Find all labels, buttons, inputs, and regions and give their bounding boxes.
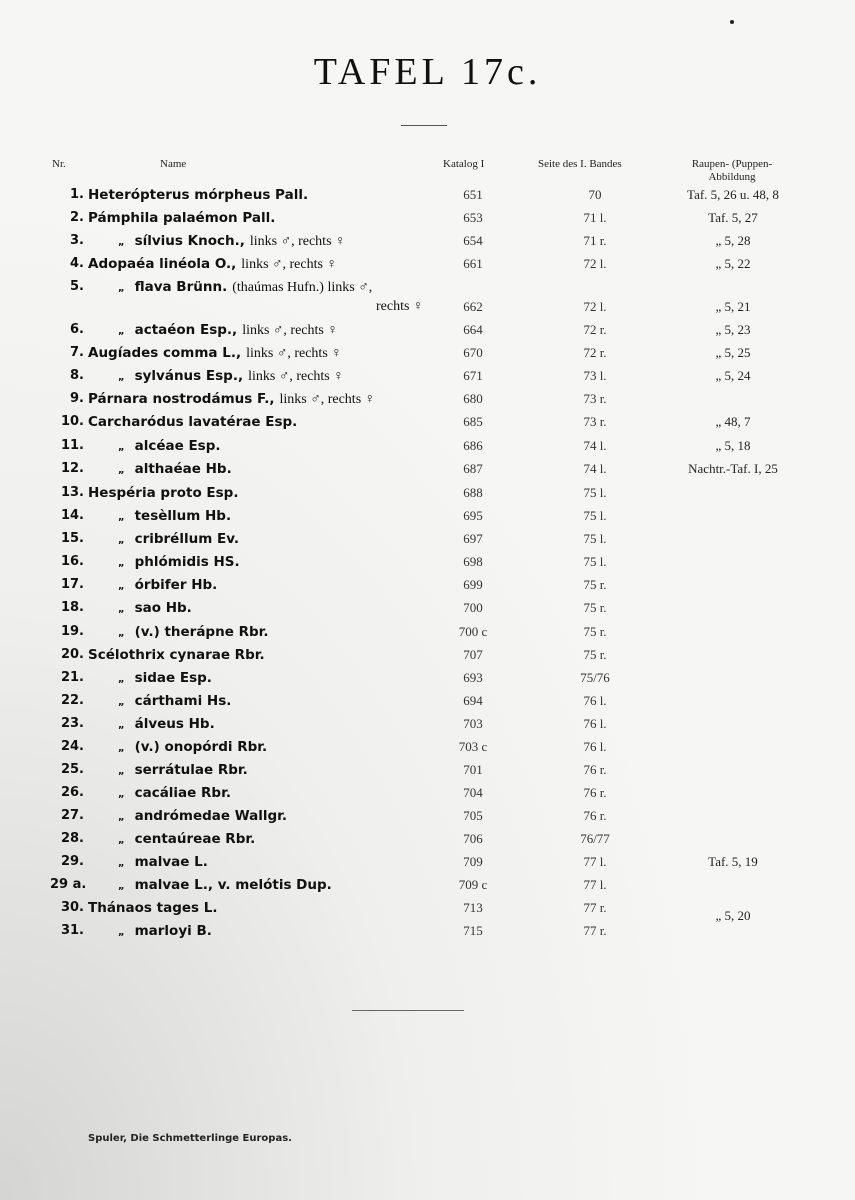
katalog-number: 704	[463, 785, 483, 800]
specimen-note: links ♂, rechts ♀	[248, 369, 344, 384]
row-number: 4.	[70, 256, 84, 271]
katalog-number: 706	[463, 831, 483, 846]
species-name-text: althaéae Hb.	[134, 461, 232, 477]
katalog-number: 709	[463, 854, 483, 869]
ditto-mark: „	[118, 835, 125, 846]
page-reference: 75 l.	[583, 554, 607, 569]
row-number: 8.	[70, 368, 84, 383]
species-name	[88, 210, 275, 226]
katalog-number: 651	[463, 187, 483, 202]
row-number: 24.	[60, 739, 84, 754]
ditto-mark: „	[118, 535, 125, 546]
katalog-number: 701	[463, 762, 483, 777]
ditto-mark: „	[118, 789, 125, 800]
ditto-mark: „	[118, 442, 125, 453]
species-name-text: alcéae Esp.	[134, 438, 221, 454]
katalog-number: 709 c	[458, 877, 488, 892]
table-row	[0, 322, 855, 345]
page-reference: 72 l.	[583, 256, 607, 271]
illustration-reference: Nachtr.-Taf. I, 25	[688, 461, 778, 476]
species-name-text: (v.) therápne Rbr.	[134, 624, 269, 640]
ditto-mark: „	[118, 628, 125, 639]
katalog-number: 662	[463, 299, 483, 314]
ditto-mark: „	[118, 927, 125, 938]
table-row	[0, 414, 855, 437]
species-name-text: sylvánus Esp.,	[134, 368, 244, 384]
species-name-text: cacáliae Rbr.	[134, 785, 231, 801]
row-number: 16.	[60, 554, 84, 569]
katalog-number: 703 c	[458, 739, 488, 754]
table-row	[0, 624, 855, 647]
table-row	[0, 461, 855, 484]
species-name	[88, 345, 342, 362]
katalog-number: 700 c	[458, 624, 488, 639]
species-name-text: Pámphila palaémon Pall.	[88, 210, 276, 226]
header-abbildung-line2: Abbildung	[708, 171, 756, 183]
species-name	[118, 279, 372, 296]
row-number: 12.	[60, 461, 84, 476]
row-number: 10.	[60, 414, 84, 429]
species-name-text: actaéon Esp.,	[134, 322, 238, 338]
katalog-number: 694	[463, 693, 483, 708]
row-number: 29 a.	[50, 877, 87, 892]
katalog-number: 670	[463, 345, 483, 360]
katalog-number: 695	[463, 508, 483, 523]
species-name	[118, 624, 268, 640]
katalog-number: 671	[463, 368, 483, 383]
row-number: 31.	[60, 923, 84, 938]
page-reference: 77 l.	[583, 877, 607, 892]
page-reference: 76 l.	[583, 693, 607, 708]
page-reference: 75 l.	[583, 508, 607, 523]
page-reference: 73 l.	[583, 368, 607, 383]
species-name-text: phlómidis HS.	[134, 554, 240, 570]
page-reference: 73 r.	[583, 414, 607, 429]
species-name-text: sao Hb.	[134, 600, 192, 616]
illustration-reference: „ 5, 24	[715, 368, 751, 383]
page-reference: 76 r.	[583, 762, 607, 777]
row-number: 9.	[70, 391, 84, 406]
table-row	[0, 256, 855, 279]
ditto-mark: „	[118, 743, 125, 754]
row-number: 26.	[60, 785, 84, 800]
row-number: 2.	[70, 210, 84, 225]
page-reference: 76 l.	[583, 716, 607, 731]
katalog-number: 653	[463, 210, 483, 225]
species-name-text: cribréllum Ev.	[134, 531, 240, 547]
species-name	[118, 368, 344, 385]
species-name-text: andrómedae Wallgr.	[134, 808, 288, 824]
page-reference: 77 l.	[583, 854, 607, 869]
species-name	[118, 554, 240, 570]
page-reference: 76/77	[580, 831, 610, 846]
page-reference: 75/76	[580, 670, 610, 685]
species-name	[118, 322, 338, 339]
row-number: 28.	[60, 831, 84, 846]
species-name-text: (v.) onopórdi Rbr.	[134, 739, 268, 755]
page-reference: 75 l.	[583, 531, 607, 546]
species-name	[118, 762, 248, 778]
row-number: 13.	[60, 485, 84, 500]
title-divider	[401, 125, 447, 126]
species-name	[118, 693, 231, 709]
row-number: 19.	[60, 624, 84, 639]
row-number: 6.	[70, 322, 84, 337]
table-row	[0, 554, 855, 577]
species-name-text: álveus Hb.	[134, 716, 215, 732]
species-name-text: Párnara nostrodámus F.,	[88, 391, 275, 407]
species-name	[118, 670, 212, 686]
table-row	[0, 647, 855, 670]
row-number: 14.	[60, 508, 84, 523]
katalog-number: 693	[463, 670, 483, 685]
species-name	[118, 577, 217, 593]
ditto-mark: „	[118, 237, 125, 248]
species-name	[118, 808, 287, 824]
ditto-mark: „	[118, 465, 125, 476]
species-name-text: Thánaos tages L.	[88, 900, 218, 916]
illustration-reference: „ 48, 7	[715, 414, 751, 429]
page-reference: 71 l.	[583, 210, 607, 225]
ditto-mark: „	[118, 720, 125, 731]
page-reference: 77 r.	[583, 923, 607, 938]
species-name	[118, 438, 221, 454]
ditto-mark: „	[118, 581, 125, 592]
illustration-reference: „ 5, 22	[715, 256, 751, 271]
species-name-text: flava Brünn.	[134, 279, 228, 295]
illustration-reference: „ 5, 28	[715, 233, 751, 248]
katalog-number: 707	[463, 647, 483, 662]
table-row	[0, 187, 855, 210]
page-reference: 76 r.	[583, 785, 607, 800]
katalog-number: 661	[463, 256, 483, 271]
katalog-number: 715	[463, 923, 483, 938]
table-row	[0, 808, 855, 831]
page-reference: 76 l.	[583, 739, 607, 754]
specimen-note: links ♂, rechts ♀	[241, 257, 337, 272]
ditto-mark: „	[118, 604, 125, 615]
species-name	[118, 716, 215, 732]
ditto-mark: „	[118, 512, 125, 523]
ditto-mark: „	[118, 881, 125, 892]
table-row	[0, 345, 855, 368]
species-name-text: sílvius Knoch.,	[134, 233, 245, 249]
table-row	[0, 716, 855, 739]
species-name	[88, 647, 265, 663]
row-number: 30.	[60, 900, 84, 915]
species-name-text: Hespéria proto Esp.	[88, 485, 239, 501]
page-reference: 75 r.	[583, 647, 607, 662]
header-seite: Seite des I. Bandes	[538, 158, 622, 170]
page-reference: 77 r.	[583, 900, 607, 915]
species-name	[118, 461, 232, 477]
ditto-mark: „	[118, 326, 125, 337]
page-reference: 72 l.	[583, 299, 607, 314]
table-row	[0, 438, 855, 461]
page-reference: 76 r.	[583, 808, 607, 823]
ditto-mark: „	[118, 372, 125, 383]
specimen-note: links ♂, rechts ♀	[249, 234, 346, 249]
page-reference: 73 r.	[583, 391, 607, 406]
katalog-number: 687	[463, 461, 483, 476]
header-katalog: Katalog I	[443, 158, 485, 170]
bottom-divider	[352, 1010, 464, 1011]
footer-citation: Spuler, Die Schmetterlinge Europas.	[88, 1133, 292, 1144]
page-reference: 75 r.	[583, 577, 607, 592]
row-number: 11.	[60, 438, 84, 453]
page-reference: 74 l.	[583, 438, 607, 453]
ditto-mark: „	[118, 858, 125, 869]
species-name	[118, 233, 346, 250]
species-name	[118, 739, 267, 755]
species-name-text: centaúreae Rbr.	[134, 831, 256, 847]
header-nr: Nr.	[52, 158, 66, 170]
katalog-number: 705	[463, 808, 483, 823]
ditto-mark: „	[118, 766, 125, 777]
row-number: 21.	[60, 670, 84, 685]
species-name	[88, 414, 297, 430]
page-reference: 75 r.	[583, 624, 607, 639]
species-name-text: Adopaéa linéola O.,	[88, 256, 237, 272]
species-name-text: Heterópterus mórpheus Pall.	[88, 187, 309, 203]
katalog-number: 685	[463, 414, 483, 429]
table-row	[0, 831, 855, 854]
illustration-reference: „ 5, 21	[715, 299, 751, 314]
species-name-text: órbifer Hb.	[134, 577, 218, 593]
page-reference: 72 r.	[583, 345, 607, 360]
species-name	[118, 877, 332, 893]
species-name	[88, 391, 375, 408]
table-row	[0, 368, 855, 391]
illustration-reference: „ 5, 23	[715, 322, 751, 337]
table-row	[0, 508, 855, 531]
row-number: 1.	[70, 187, 84, 202]
species-name-text: Scélothrix cynarae Rbr.	[88, 647, 265, 663]
table-row	[0, 600, 855, 623]
ditto-mark: „	[118, 558, 125, 569]
table-row	[0, 762, 855, 785]
row-number: 3.	[70, 233, 84, 248]
specimen-note: (thaúmas Hufn.) links ♂,	[232, 280, 373, 295]
header-abbildung	[676, 158, 788, 184]
ditto-mark: „	[118, 674, 125, 685]
table-row	[0, 670, 855, 693]
row-number: 27.	[60, 808, 84, 823]
species-name	[118, 854, 208, 870]
table-row	[0, 233, 855, 256]
species-name	[88, 256, 337, 273]
page-reference: 70	[588, 187, 602, 202]
species-name	[118, 508, 231, 524]
katalog-number: 680	[463, 391, 483, 406]
row-number: 25.	[60, 762, 84, 777]
species-name-text: Carcharódus lavatérae Esp.	[88, 414, 298, 430]
species-name	[118, 785, 231, 801]
ditto-mark: „	[118, 697, 125, 708]
katalog-number: 697	[463, 531, 483, 546]
table-row	[0, 531, 855, 554]
row-number: 20.	[60, 647, 84, 662]
katalog-number: 699	[463, 577, 483, 592]
page-reference: 75 r.	[583, 600, 607, 615]
ditto-mark: „	[118, 812, 125, 823]
species-name-text: serrátulae Rbr.	[134, 762, 248, 778]
katalog-number: 664	[463, 322, 483, 337]
specimen-note: links ♂, rechts ♀	[242, 323, 338, 338]
table-row	[0, 739, 855, 762]
species-name	[118, 831, 255, 847]
katalog-number: 686	[463, 438, 483, 453]
species-name-text: malvae L.	[134, 854, 208, 870]
page-title: TAFEL 17c.	[313, 51, 542, 93]
table-row	[0, 877, 855, 900]
header-name: Name	[160, 158, 187, 170]
species-name-text: cárthami Hs.	[134, 693, 232, 709]
table-row	[0, 485, 855, 508]
table-row	[0, 785, 855, 808]
table-row	[0, 923, 855, 946]
illustration-reference: „ 5, 20	[715, 908, 751, 923]
speck-mark	[730, 20, 734, 24]
species-name	[88, 900, 218, 916]
row-number: 22.	[60, 693, 84, 708]
species-name	[88, 485, 238, 501]
row-number: 29.	[60, 854, 84, 869]
row-number: 7.	[70, 345, 84, 360]
illustration-reference: „ 5, 18	[715, 438, 751, 453]
row-number: 15.	[60, 531, 84, 546]
page-reference: 74 l.	[583, 461, 607, 476]
row-5-continuation: rechts ♀	[376, 299, 424, 314]
katalog-number: 703	[463, 716, 483, 731]
katalog-number: 713	[463, 900, 483, 915]
page-reference: 75 l.	[583, 485, 607, 500]
species-name-text: sidae Esp.	[134, 670, 212, 686]
illustration-reference: „ 5, 25	[715, 345, 751, 360]
katalog-number: 700	[463, 600, 483, 615]
ditto-mark: „	[118, 283, 125, 294]
species-name	[118, 600, 192, 616]
row-number: 18.	[60, 600, 84, 615]
katalog-number: 654	[463, 233, 483, 248]
species-name	[118, 923, 212, 939]
row-number: 23.	[60, 716, 84, 731]
specimen-note: links ♂, rechts ♀	[279, 392, 376, 407]
table-row	[0, 693, 855, 716]
illustration-reference: Taf. 5, 26 u. 48, 8	[687, 187, 779, 202]
illustration-reference: Taf. 5, 19	[708, 854, 758, 869]
page-reference: 71 r.	[583, 233, 607, 248]
species-name	[118, 531, 239, 547]
katalog-number: 698	[463, 554, 483, 569]
table-row	[0, 210, 855, 233]
header-abbildung-line1: Raupen- (Puppen-	[691, 158, 773, 170]
row-number: 17.	[60, 577, 84, 592]
species-name-text: marloyi B.	[134, 923, 212, 939]
specimen-note: links ♂, rechts ♀	[246, 346, 342, 361]
katalog-number: 688	[463, 485, 483, 500]
table-row	[0, 900, 855, 923]
species-name-text: Augíades comma L.,	[88, 345, 242, 361]
row-number: 5.	[70, 279, 84, 294]
table-row	[0, 854, 855, 877]
page-reference: 72 r.	[583, 322, 607, 337]
species-name-text: tesèllum Hb.	[134, 508, 232, 524]
table-row	[0, 577, 855, 600]
table-row	[0, 391, 855, 414]
illustration-reference: Taf. 5, 27	[708, 210, 758, 225]
species-name-text: malvae L., v. melótis Dup.	[134, 877, 332, 893]
species-name	[88, 187, 308, 203]
